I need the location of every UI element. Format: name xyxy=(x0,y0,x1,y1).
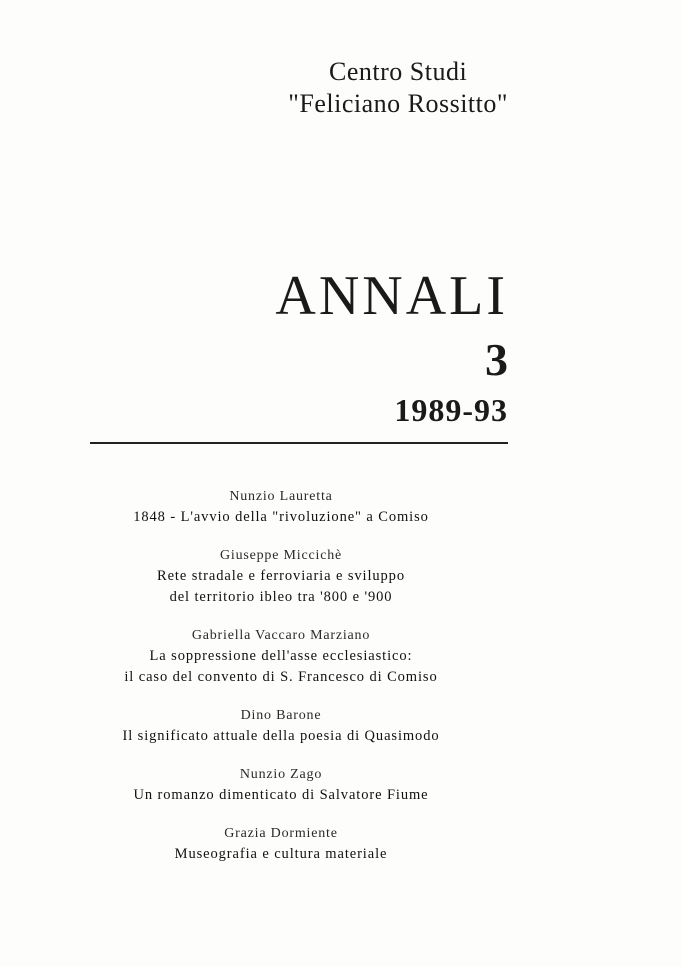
entry-title: del territorio ibleo tra '800 e '900 xyxy=(169,589,393,605)
entry-title: Un romanzo dimenticato di Salvatore Fiume xyxy=(133,787,429,803)
volume-number: 3 xyxy=(485,334,508,385)
entry-author: Dino Barone xyxy=(240,708,322,723)
publisher-header xyxy=(288,56,508,120)
entry-author: Giuseppe Miccichè xyxy=(219,548,343,563)
contents-entry xyxy=(60,705,502,747)
contents-entry xyxy=(60,486,502,528)
entry-author: Nunzio Lauretta xyxy=(229,489,333,504)
publication-years: 1989-93 xyxy=(394,392,508,428)
entry-author: Gabriella Vaccaro Marziano xyxy=(191,628,371,643)
entry-title: Rete stradale e ferroviaria e sviluppo xyxy=(157,568,405,584)
entry-title: La soppressione dell'asse ecclesiastico: xyxy=(149,648,413,664)
publisher-line-2: "Feliciano Rossitto" xyxy=(288,89,508,118)
title-block xyxy=(275,264,508,430)
entry-author: Grazia Dormiente xyxy=(224,826,338,841)
entry-title: Il significato attuale della poesia di Quasimodo xyxy=(122,728,440,744)
entry-title: Museografia e cultura materiale xyxy=(174,846,388,862)
contents-entry xyxy=(60,823,502,865)
entry-author: Nunzio Zago xyxy=(239,767,323,782)
contents-entry xyxy=(60,764,502,806)
entry-title: 1848 - L'avvio della "rivoluzione" a Comiso xyxy=(133,509,429,525)
contents-entry xyxy=(60,545,502,608)
publication-title: ANNALI xyxy=(275,265,508,327)
table-of-contents xyxy=(60,486,502,882)
publisher-line-1: Centro Studi xyxy=(329,57,468,86)
title-divider xyxy=(90,442,508,444)
contents-entry xyxy=(60,625,502,688)
entry-title: il caso del convento di S. Francesco di Comiso xyxy=(124,669,438,685)
